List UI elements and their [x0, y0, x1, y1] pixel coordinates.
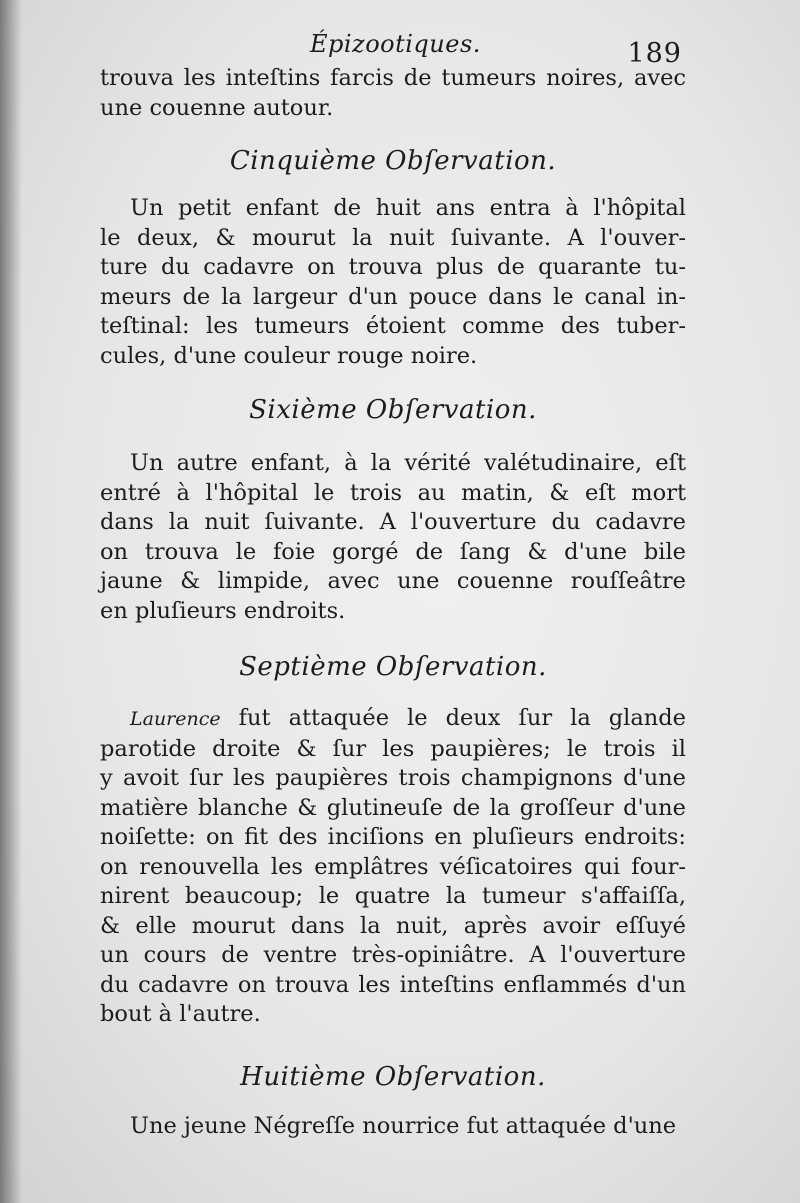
text-line: trouva les inteſtins farcis de tumeurs noires, avec [100, 65, 686, 91]
text-line: dans la nuit ſuivante. A l'ouverture du cadavre [100, 509, 686, 535]
text-line: une couenne autour. [100, 94, 334, 121]
section-heading: Huitième Obſervation. [240, 1062, 546, 1092]
text-line: Un autre enfant, à la vérité valétudinaire, eſt [130, 450, 686, 476]
text-fragment: fut attaquée le deux ſur la glande [220, 705, 686, 731]
observation-paragraph [100, 194, 686, 371]
text-line: y avoit ſur les paupières trois champignons d'une [100, 765, 686, 791]
text-line: nirent beaucoup; le quatre la tumeur s'affaiſſa, [100, 883, 686, 909]
text-line: jaune & limpide, avec une couenne rouſſeâtre [100, 568, 686, 594]
text-line: entré à l'hôpital le trois au matin, & eſt mort [100, 479, 686, 506]
text-line: du cadavre on trouva les inteſtins enflammés d'un [100, 971, 686, 998]
text-line: ture du cadavre on trouva plus de quarante tu- [100, 254, 686, 280]
text-line: matière blanche & glutineuſe de la groſſeur d'une [100, 794, 686, 821]
page-gutter-shadow [0, 0, 22, 1203]
text-line: en pluſieurs endroits. [100, 597, 346, 624]
section-heading: Cinquième Obſervation. [229, 146, 557, 176]
running-head: Épizootiques. [310, 30, 481, 58]
text-line: un cours de ventre très-opiniâtre. A l'ouverture [100, 942, 686, 968]
text-line: bout à l'autre. [100, 1001, 261, 1027]
section-heading: Septième Obſervation. [239, 652, 547, 682]
text-line: & elle mourut dans la nuit, après avoir eſſuyé [100, 912, 686, 939]
text-line: on trouva le foie gorgé de ſang & d'une bile [100, 538, 686, 565]
text-line: parotide droite & ſur les paupières; le trois il [100, 735, 686, 762]
text-line: le deux, & mourut la nuit ſuivante. A l'ouver- [100, 224, 686, 251]
person-name: Laurence [130, 708, 221, 730]
text-line: teſtinal: les tumeurs étoient comme des tuber- [100, 313, 686, 339]
text-line: cules, d'une couleur rouge noire. [100, 342, 478, 369]
text-line: noiſette: on fit des inciſions en pluſieurs endroits: [100, 824, 686, 850]
section-heading: Sixième Obſervation. [249, 395, 537, 425]
text-line: on renouvella les emplâtres véſicatoires qui four- [100, 853, 686, 880]
text-line: Une jeune Négreſſe nourrice fut attaquée d'une [130, 1113, 677, 1139]
observation-paragraph [100, 449, 686, 626]
text-line: meurs de la largeur d'un pouce dans le canal in- [100, 283, 686, 310]
observation-paragraph [100, 704, 686, 1030]
text-line: Un petit enfant de huit ans entra à l'hôpital [130, 195, 686, 221]
continuation-paragraph [100, 64, 686, 123]
text-line [100, 704, 686, 735]
page-number: 189 [627, 38, 682, 69]
observation-paragraph [100, 1112, 686, 1142]
